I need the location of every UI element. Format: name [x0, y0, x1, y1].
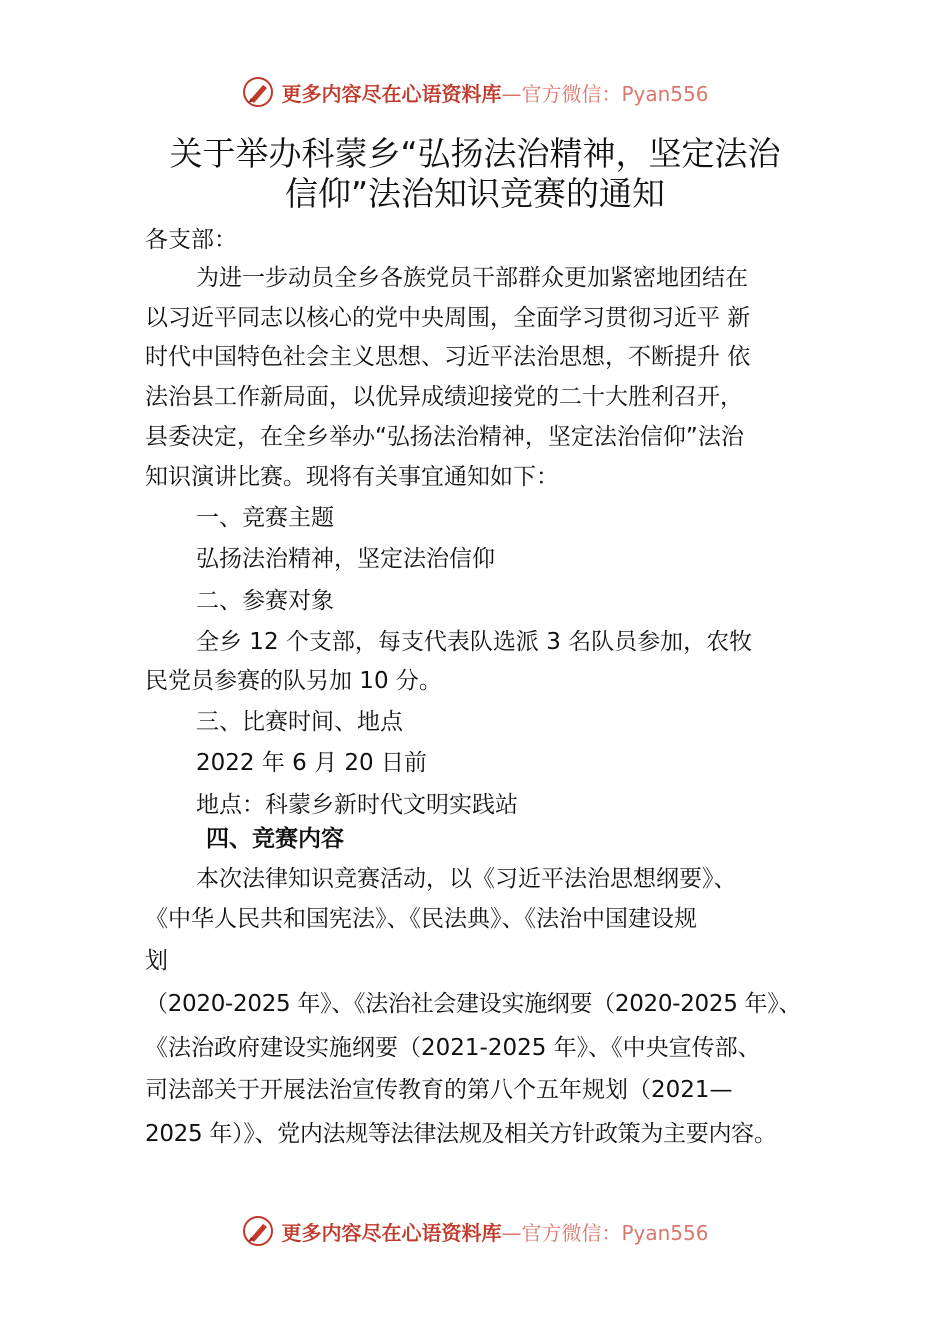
watermark-header	[0, 72, 950, 112]
section4-line-7: 2025 年）》、党内法规等法律法规及相关方针政策为主要内容。	[145, 1121, 777, 1147]
section1-content: 弘扬法治精神，坚定法治信仰	[196, 546, 495, 572]
watermark-bold-text: 更多内容尽在心语资料库	[281, 81, 502, 106]
watermark-footer	[0, 1211, 950, 1251]
watermark-bold-text: 更多内容尽在心语资料库	[281, 1220, 502, 1245]
salutation: 各支部：	[145, 227, 237, 253]
section2-heading: 二、参赛对象	[196, 588, 334, 614]
document-title-line2: 信仰”法治知识竞赛的通知	[284, 174, 666, 213]
watermark-text	[281, 1217, 708, 1246]
watermark-light-text: —官方微信：Pyan556	[501, 81, 709, 106]
intro-line-3: 时代中国特色社会主义思想、习近平法治思想，不断提升 依	[145, 344, 751, 370]
document-title-line1: 关于举办科蒙乡“弘扬法治精神，坚定法治	[169, 134, 781, 173]
intro-line-2: 以习近平同志以核心的党中央周围，全面学习贯彻习近平 新	[145, 305, 751, 331]
watermark-light-text: —官方微信：Pyan556	[501, 1220, 709, 1245]
section1-heading: 一、竞赛主题	[196, 505, 334, 531]
section3-date: 2022 年 6 月 20 日前	[196, 750, 427, 776]
section4-line-1: 本次法律知识竞赛活动，以《习近平法治思想纲要》、	[196, 866, 737, 892]
intro-line-5: 县委决定，在全乡举办“弘扬法治精神，坚定法治信仰”法治	[145, 424, 744, 450]
section4-line-5: 《法治政府建设实施纲要（2021-2025 年》、《中央宣传部、	[145, 1035, 761, 1061]
section4-line-6: 司法部关于开展法治宣传教育的第八个五年规划（2021—	[145, 1077, 733, 1103]
section2-line-1: 全乡 12 个支部，每支代表队选派 3 名队员参加，农牧	[196, 629, 753, 655]
intro-line-1: 为进一步动员全乡各族党员干部群众更加紧密地团结在	[196, 265, 748, 291]
section4-heading: 四、竞赛内容	[206, 826, 344, 852]
pen-logo-icon	[241, 1214, 275, 1248]
section3-place: 地点：科蒙乡新时代文明实践站	[196, 792, 518, 818]
section2-line-2: 民党员参赛的队另加 10 分。	[145, 668, 442, 694]
section3-heading: 三、比赛时间、地点	[196, 709, 403, 735]
pen-logo-icon	[241, 75, 275, 109]
section4-line-3: 划	[145, 948, 168, 974]
section4-line-4: （2020-2025 年》、《法治社会建设实施纲要（2020-2025 年》、	[145, 991, 802, 1017]
watermark-text	[281, 78, 708, 107]
section4-line-2: 《中华人民共和国宪法》、《民法典》、《法治中国建设规	[145, 906, 697, 932]
intro-line-4: 法治县工作新局面，以优异成绩迎接党的二十大胜利召开，	[145, 384, 743, 410]
intro-line-6: 知识演讲比赛。现将有关事宜通知如下：	[145, 464, 559, 490]
